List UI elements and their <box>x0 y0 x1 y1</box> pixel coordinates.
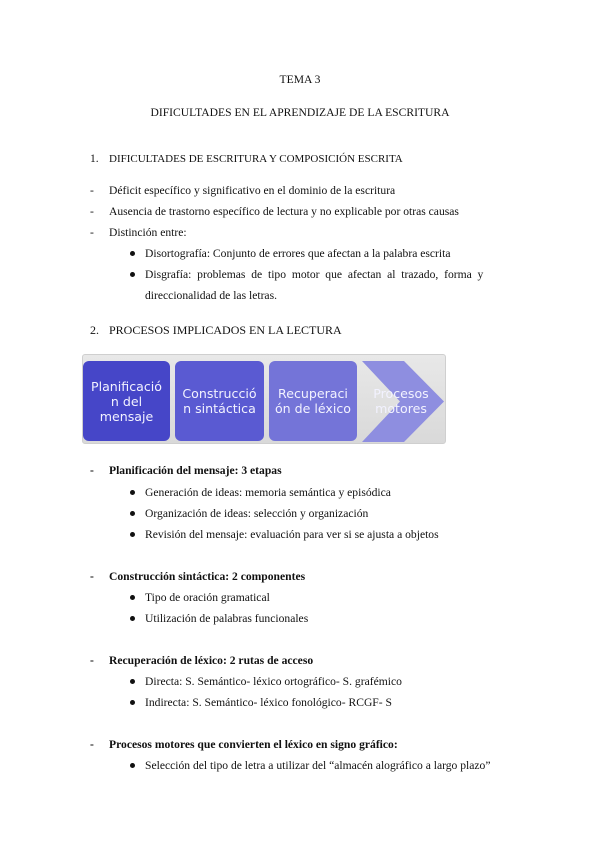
bullet-icon <box>130 763 135 768</box>
dash-marker: - <box>90 205 94 218</box>
diagram-step-text: motores <box>375 401 427 416</box>
diagram-step-recuperacion <box>269 361 357 441</box>
section1-heading: DIFICULTADES DE ESCRITURA Y COMPOSICIÓN ESCRITA <box>109 153 403 165</box>
section1-bullet-item: Disgrafía: problemas de tipo motor que afectan al trazado, forma y <box>145 268 484 281</box>
bullet-icon <box>130 532 135 537</box>
section1-dash-item: Distinción entre: <box>109 226 187 239</box>
bullet-icon <box>130 700 135 705</box>
section1-bullet-item: Disortografía: Conjunto de errores que afectan a la palabra escrita <box>145 247 451 260</box>
group-item: Generación de ideas: memoria semántica y episódica <box>145 486 391 499</box>
diagram-step-text: n del <box>110 393 143 409</box>
bullet-icon <box>130 595 135 600</box>
bullet-icon <box>130 490 135 495</box>
group-item: Tipo de oración gramatical <box>145 591 270 604</box>
diagram-step-text: Construcció <box>182 386 257 401</box>
diagram-step-construccion <box>175 361 264 441</box>
section1-number: 1. <box>90 152 99 165</box>
group-item: Organización de ideas: selección y organización <box>145 507 369 520</box>
group-item: Indirecta: S. Semántico- léxico fonológico- RCGF- S <box>145 696 392 709</box>
group-item: Revisión del mensaje: evaluación para ver si se ajusta a objetos <box>145 528 439 541</box>
section1-dash-item: Ausencia de trastorno específico de lectura y no explicable por otras causas <box>109 205 459 218</box>
diagram-step-text: Recuperaci <box>278 386 348 401</box>
group-item: Selección del tipo de letra a utilizar del “almacén alográfico a largo plazo” <box>145 759 491 772</box>
bullet-icon <box>130 251 135 256</box>
group-title: Construcción sintáctica: 2 componentes <box>109 570 306 583</box>
bullet-icon <box>130 511 135 516</box>
dash-marker: - <box>90 464 94 477</box>
dash-marker: - <box>90 184 94 197</box>
bullet-icon <box>130 679 135 684</box>
group-title: Recuperación de léxico: 2 rutas de acceso <box>109 654 314 667</box>
bullet-icon <box>130 272 135 277</box>
diagram-step-text: mensaje <box>99 408 154 424</box>
bullet-icon <box>130 616 135 621</box>
diagram-step-procesos <box>370 361 432 441</box>
page-title: DIFICULTADES EN EL APRENDIZAJE DE LA ESCRITURA <box>150 106 450 119</box>
dash-marker: - <box>90 738 94 751</box>
section1-bullet-continuation: direccionalidad de las letras. <box>145 289 277 302</box>
diagram-step-text: Planificació <box>91 378 162 394</box>
topic-label: TEMA 3 <box>279 73 321 86</box>
diagram-step-text: ón de léxico <box>274 401 352 416</box>
group-item: Utilización de palabras funcionales <box>145 612 309 625</box>
group-title: Planificación del mensaje: 3 etapas <box>109 464 282 477</box>
section2-number: 2. <box>90 323 99 337</box>
diagram-step-text: Procesos <box>373 386 429 401</box>
dash-marker: - <box>90 226 94 239</box>
diagram-step-planificacion <box>83 361 170 441</box>
section1-dash-item: Déficit específico y significativo en el dominio de la escritura <box>109 184 396 197</box>
dash-marker: - <box>90 654 94 667</box>
diagram-step-text: n sintáctica <box>183 401 256 416</box>
dash-marker: - <box>90 570 94 583</box>
group-title: Procesos motores que convierten el léxico en signo gráfico: <box>109 738 398 751</box>
group-item: Directa: S. Semántico- léxico ortográfico- S. grafémico <box>145 675 402 688</box>
section2-heading: PROCESOS IMPLICADOS EN LA LECTURA <box>109 323 342 337</box>
